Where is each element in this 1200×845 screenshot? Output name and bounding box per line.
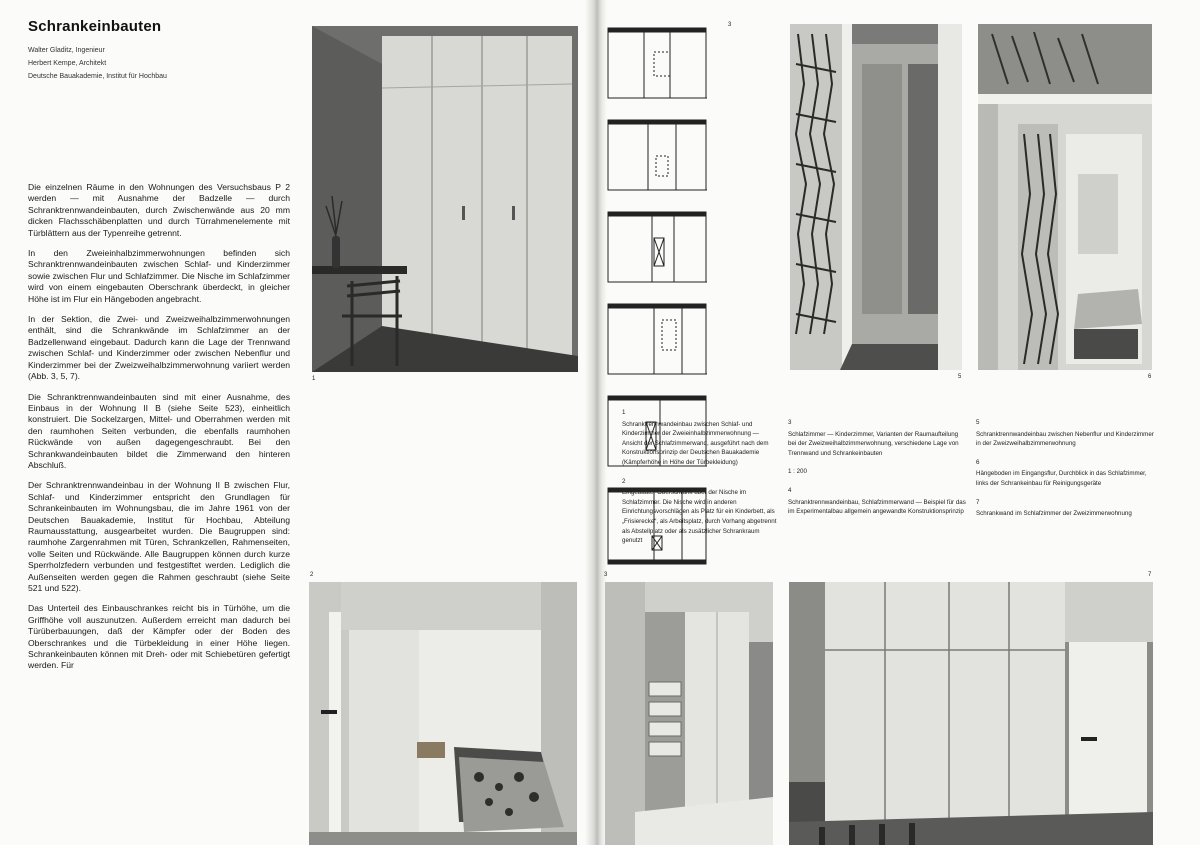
body-paragraph: Das Unterteil des Einbauschrankes reicht bis in Türhöhe, um die Griffhöhe voll auszunutzen. Außerdem erreicht man dadurch bei Türüberbauungen, daß der Kämpfer oder der Boden des Oberschrankes und die Türbekleidung in einer Höhe liegen. Schrankeinbauten können mit Dreh- oder mit Schiebetüren gefertigt werden. Für xyxy=(28,603,290,671)
caption-text: Schlafzimmer — Kinderzimmer, Varianten der Raumaufteilung bei der Zweizweihalbzimmerwohnung, verschiedene Lage von Trennwand und Schrankeinbauten xyxy=(788,430,959,457)
caption-text: Eingebauter Oberschrank über der Nische im Schlafzimmer. Die Nische wird in anderen Einrichtungsvorschlägen als Platz für ein Kinderbett, als „Frisierecke“, als Arbeitsplatz, durch Vorhang abgetrennt als Abstellplatz oder als zusätzlicher Schrankraum genutzt xyxy=(622,489,777,545)
body-paragraph: Der Schranktrennwandeinbau in der Wohnung II B zwischen Flur, Schlaf- und Kinderzimmer entspricht den Grundlagen für Schrankeinbauten im Wohnungsbau, die im Jahre 1961 von der Deutschen Bauakademie, Institut für Hochbau, Abteilung Raumausstattung, ausgearbeitet wurden. Die Baugruppen sind: raumhohe Zargenrahmen mit Türen, Schrankzellen, Rahmenseiten, volle Seiten und Rückwände. Alle Baugruppen können durch kurze Sperrholzfedern verbunden und festgestiftet werden. Lediglich die Außenseiten werden gegen die Rahmen geschraubt (siehe Seite 521 und 522). xyxy=(28,480,290,593)
body-paragraph: Die Schranktrennwandeinbauten sind mit einer Ausnahme, des Einbaus in der Wohnung II B (siehe Seite 523), einheitlich konstruiert. Die Sockelzargen, Mittel- und Oberrahmen werden mit den raumhohen Seiten verbunden, die ebenfalls raumhohen Rückwände von außen dagegengeschraubt. Bei den Schrankwandeinbauten bildet die Zimmerwand den hinteren Abschluß. xyxy=(28,391,290,470)
credit-line: Herbert Kempe, Architekt xyxy=(28,60,107,67)
figure-number: 6 xyxy=(1148,374,1152,380)
caption-text: Schranktrennwandeinbau zwischen Nebenflur und Kinderzimmer in der Zweizweihalbzimmerwohnung xyxy=(976,430,1154,448)
caption xyxy=(976,418,1154,449)
photo-wardrobe-wall-image xyxy=(312,26,578,372)
body-paragraph: In den Zweieinhalbzimmerwohnungen befinden sich Schranktrennwandeinbauten zwischen Schlaf- und Kinderzimmer sowie zwischen Flur und Schlafzimmer. Die Nische im Schlafzimmer wird von einem eingebauten Oberschrank überdeckt, in gleicher Höhe ist im Flur ein Hängeboden angebracht. xyxy=(28,248,290,304)
photo-entrance-hall-image xyxy=(978,24,1152,370)
article-title: Schrankeinbauten xyxy=(28,18,162,35)
caption-scale: 1 : 200 xyxy=(788,468,807,476)
figure-number: 2 xyxy=(310,572,314,578)
caption xyxy=(976,498,1154,519)
figure-number: 3 xyxy=(728,22,732,28)
caption-text: Schranktrennwandeinbau, Schlafzimmerwand — Beispiel für das im Experimentalbau allgemein angewandte Konstruktionsprinzip xyxy=(788,498,966,516)
caption xyxy=(622,408,780,468)
caption xyxy=(976,458,1154,489)
body-paragraph: Die einzelnen Räume in den Wohnungen des Versuchsbaus P 2 werden — mit Ausnahme der Badzelle — durch Schranktrennwandeinbauten, durch Zwischenwände aus 20 mm dicken Flachsschäbenplatten und durch Türrahmenelemente mit Türblättern aus der Typenreihe getrennt. xyxy=(28,182,290,238)
photo-hallway-curtain-image xyxy=(790,24,962,370)
captions-right-right xyxy=(976,418,1154,528)
article-body xyxy=(28,182,290,681)
captions-middle xyxy=(622,408,780,555)
caption-number: 4 xyxy=(788,486,792,494)
caption-text: Hängeboden im Eingangsflur, Durchblick in das Schlafzimmer, links der Schrankeinbau für Reinigungsgeräte xyxy=(976,470,1147,487)
figure-number: 5 xyxy=(958,374,962,380)
figure-number: 3 xyxy=(604,572,608,578)
caption-number: 6 xyxy=(976,458,980,466)
photo-entrance-hall xyxy=(978,24,1152,370)
photo-bedroom-wardrobe-image xyxy=(789,582,1153,845)
photo-hallway-curtain xyxy=(790,24,962,370)
credit-line: Deutsche Bauakademie, Institut für Hochbau xyxy=(28,73,167,80)
caption-number: 7 xyxy=(976,498,980,506)
caption xyxy=(622,477,780,546)
photo-open-cabinet xyxy=(605,582,773,845)
credit-line: Walter Gladitz, Ingenieur xyxy=(28,47,105,54)
photo-bedroom-niche xyxy=(309,582,577,845)
caption-text: Schrankwand im Schlafzimmer der Zweizimmerwohnung xyxy=(976,510,1132,518)
caption-number: 3 xyxy=(788,419,792,426)
body-paragraph: In der Sektion, die Zwei- und Zweizweihalbzimmerwohnungen enthält, sind die Schrankwände im Schlafzimmer an der Badzellenwand eingebaut. Dadurch kann die Lage der Trennwand zwischen Schlaf- und Kinderzimmer oder zwischen Nebenflur und Kinderzimmer bei der Zweizweihalbzimmerwohnung variiert werden (Abb. 3, 5, 7). xyxy=(28,314,290,382)
caption-number: 5 xyxy=(976,419,980,426)
photo-bedroom-niche-image xyxy=(309,582,577,845)
caption-text: Schranktrennwandeinbau zwischen Schlaf- und Kinderzimmer der Zweieinhalbzimmerwohnung — Ansicht der Schlafzimmerwand, ausgeführt nach dem Konstruktionsprinzip der Deutschen Bauakademie (Kämpferhöhe in Höhe der Türbekleidung) xyxy=(622,420,769,466)
caption xyxy=(788,486,968,517)
photo-open-cabinet-image xyxy=(605,582,773,845)
article-credits xyxy=(28,44,167,83)
caption-number: 2 xyxy=(622,477,626,485)
caption-number: 1 xyxy=(622,409,626,416)
photo-bedroom-wardrobe xyxy=(789,582,1153,845)
figure-number: 7 xyxy=(1148,572,1152,578)
photo-wardrobe-wall xyxy=(312,26,578,372)
figure-number: 1 xyxy=(312,376,316,382)
caption xyxy=(788,418,968,458)
captions-right-left xyxy=(788,418,968,526)
